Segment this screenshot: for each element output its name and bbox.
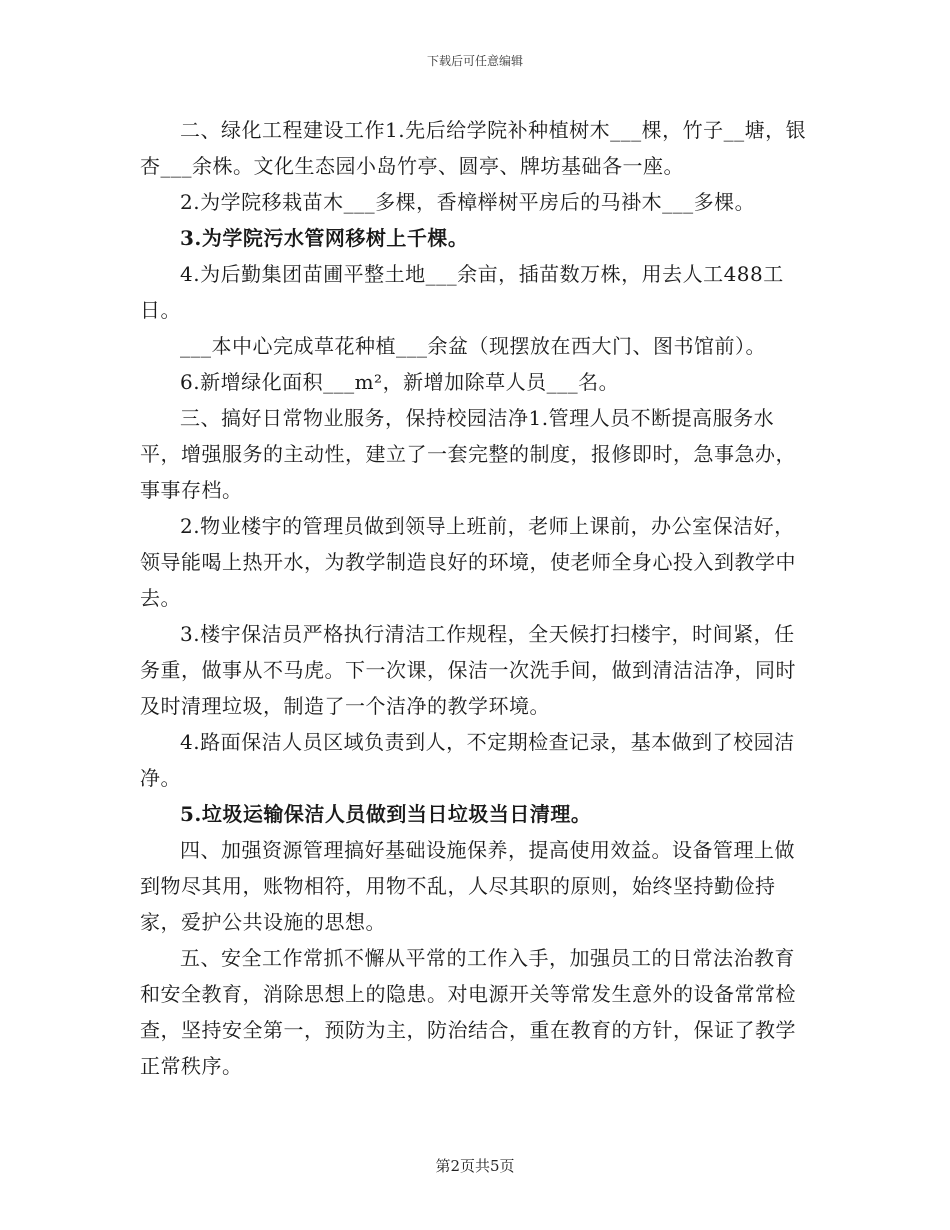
paragraph-greening-4: 4.为后勤集团苗圃平整土地___余亩，插苗数万株，用去人工488工日。 — [140, 262, 784, 322]
paragraph-property-4: 4.路面保洁人员区域负责到人，不定期检查记录，基本做到了校园洁净。 — [140, 730, 795, 790]
paragraph-greening-3: 3.为学院污水管网移树上千棵。 — [180, 226, 469, 250]
paragraph-property-5: 5.垃圾运输保洁人员做到当日垃圾当日清理。 — [180, 802, 592, 826]
paragraph-safety: 五、安全工作常抓不懈从平常的工作入手，加强员工的日常法治教育和安全教育，消除思想上的隐患。对电源开关等常发生意外的设备常常检查，坚持安全第一，预防为主，防治结合，重在教育的方针，保证了教学正常秩序。 — [140, 946, 796, 1078]
paragraph-property-3: 3.楼宇保洁员严格执行清洁工作规程，全天候打扫楼宇，时间紧，任务重，做事从不马虎。下一次课，保洁一次洗手间，做到清洁洁净，同时及时清理垃圾，制造了一个洁净的教学环境。 — [140, 622, 796, 718]
paragraph-resources: 四、加强资源管理搞好基础设施保养，提高使用效益。设备管理上做到物尽其用，账物相符，用物不乱，人尽其职的原则，始终坚持勤俭持家，爱护公共设施的思想。 — [140, 838, 795, 934]
paragraph-greening-2: 2.为学院移栽苗木___多棵，香樟榉树平房后的马褂木___多棵。 — [180, 190, 756, 214]
document-body — [140, 112, 810, 1084]
paragraph-greening-6: 6.新增绿化面积___m²，新增加除草人员___名。 — [180, 370, 620, 394]
paragraph-property-1: 三、搞好日常物业服务，保持校园洁净1.管理人员不断提高服务水平，增强服务的主动性，建立了一套完整的制度，报修即时，急事急办，事事存档。 — [140, 406, 796, 502]
page-footer: 第2页共5页 — [435, 1157, 515, 1175]
paragraph-greening-5: ___本中心完成草花种植___余盆（现摆放在西大门、图书馆前）。 — [180, 334, 766, 358]
page-header: 下载后可任意编辑 — [426, 54, 523, 68]
paragraph-greening-1: 二、绿化工程建设工作1.先后给学院补种植树木___棵，竹子__塘，银杏___余株。文化生态园小岛竹亭、圆亭、牌坊基础各一座。 — [140, 118, 807, 178]
paragraph-property-2: 2.物业楼宇的管理员做到领导上班前，老师上课前，办公室保洁好，领导能喝上热开水，为教学制造良好的环境，使老师全身心投入到教学中去。 — [140, 514, 796, 610]
